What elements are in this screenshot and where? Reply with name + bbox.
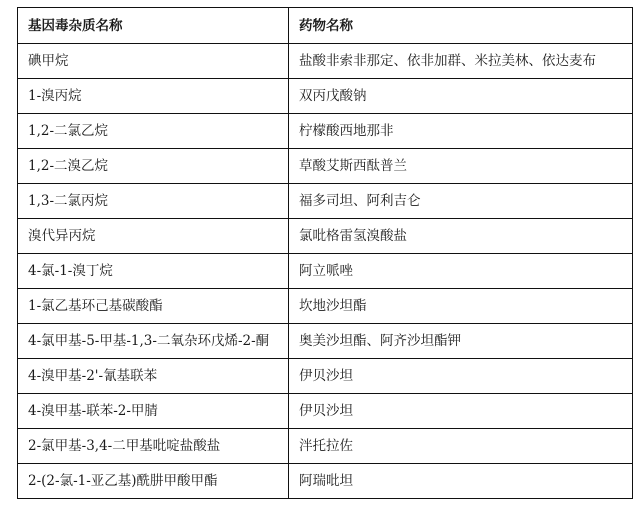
drug-cell: 泮托拉佐	[289, 429, 633, 464]
drug-cell: 盐酸非索非那定、依非加群、米拉美林、依达麦布	[289, 44, 633, 79]
drug-cell: 阿瑞吡坦	[289, 464, 633, 499]
impurity-drug-table	[17, 7, 633, 499]
table-row	[18, 149, 633, 184]
table-header-row	[18, 8, 633, 44]
table-row	[18, 464, 633, 499]
impurity-cell: 1,3-二氯丙烷	[18, 184, 289, 219]
table-row	[18, 429, 633, 464]
table-row	[18, 79, 633, 114]
impurity-cell: 1-溴丙烷	[18, 79, 289, 114]
impurity-cell: 4-溴甲基-2'-氰基联苯	[18, 359, 289, 394]
impurity-cell: 1,2-二氯乙烷	[18, 114, 289, 149]
table-row	[18, 184, 633, 219]
impurity-cell: 1,2-二溴乙烷	[18, 149, 289, 184]
drug-cell: 双丙戊酸钠	[289, 79, 633, 114]
impurity-cell: 4-氯-1-溴丁烷	[18, 254, 289, 289]
table-row	[18, 394, 633, 429]
drug-cell: 伊贝沙坦	[289, 394, 633, 429]
impurity-cell: 4-溴甲基-联苯-2-甲腈	[18, 394, 289, 429]
table-row	[18, 44, 633, 79]
drug-cell: 福多司坦、阿利吉仑	[289, 184, 633, 219]
table-row	[18, 254, 633, 289]
table-row	[18, 324, 633, 359]
drug-cell: 奥美沙坦酯、阿齐沙坦酯钾	[289, 324, 633, 359]
drug-cell: 阿立哌唑	[289, 254, 633, 289]
impurity-cell: 溴代异丙烷	[18, 219, 289, 254]
drug-cell: 草酸艾斯西酞普兰	[289, 149, 633, 184]
table-row	[18, 219, 633, 254]
impurity-cell: 2-(2-氯-1-亚乙基)酰肼甲酸甲酯	[18, 464, 289, 499]
impurity-cell: 1-氯乙基环己基碳酸酯	[18, 289, 289, 324]
impurity-cell: 2-氯甲基-3,4-二甲基吡啶盐酸盐	[18, 429, 289, 464]
drug-cell: 柠檬酸西地那非	[289, 114, 633, 149]
header-drug-name: 药物名称	[289, 8, 633, 44]
table-row	[18, 114, 633, 149]
table-row	[18, 359, 633, 394]
table-row	[18, 289, 633, 324]
header-impurity-name: 基因毒杂质名称	[18, 8, 289, 44]
drug-cell: 伊贝沙坦	[289, 359, 633, 394]
impurity-cell: 4-氯甲基-5-甲基-1,3-二氧杂环戊烯-2-酮	[18, 324, 289, 359]
drug-cell: 坎地沙坦酯	[289, 289, 633, 324]
drug-cell: 氯吡格雷氢溴酸盐	[289, 219, 633, 254]
impurity-cell: 碘甲烷	[18, 44, 289, 79]
